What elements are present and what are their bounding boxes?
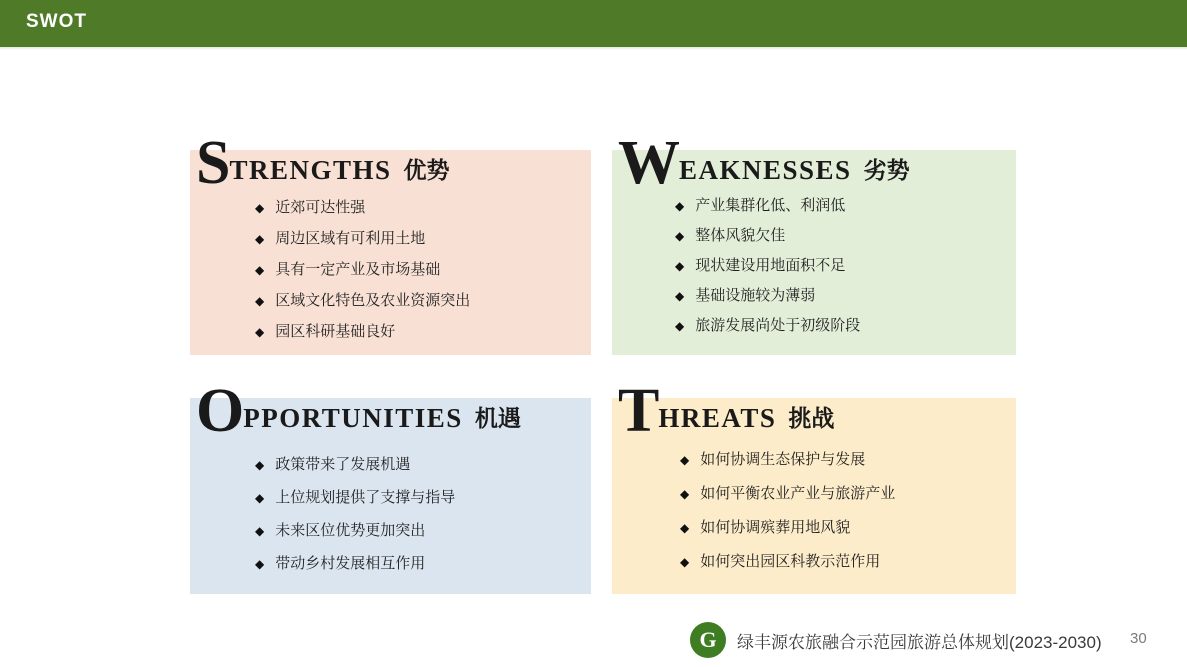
list-opportunities xyxy=(255,455,455,587)
heading-opportunities-cn: 机遇 xyxy=(474,405,521,431)
list-item-label: 现状建设用地面积不足 xyxy=(695,257,846,274)
list-item-label: 整体风貌欠佳 xyxy=(695,227,786,244)
diamond-bullet-icon: ◆ xyxy=(675,199,685,213)
heading-threats-rest: HREATS xyxy=(658,403,777,433)
heading-opportunities xyxy=(196,377,521,445)
diamond-bullet-icon: ◆ xyxy=(675,319,685,333)
header-shadow xyxy=(0,47,1187,50)
heading-strengths-initial: S xyxy=(196,129,230,197)
footer-title: 绿丰源农旅融合示范园旅游总体规划(2023-2030) xyxy=(737,632,1102,652)
header-bar xyxy=(0,0,1187,47)
heading-strengths-cn: 优势 xyxy=(403,157,450,183)
heading-weaknesses xyxy=(618,129,910,197)
brand-logo-icon: G xyxy=(690,622,726,658)
heading-opportunities-initial: O xyxy=(196,377,244,445)
diamond-bullet-icon: ◆ xyxy=(680,487,690,501)
list-item-label: 产业集群化低、利润低 xyxy=(695,197,846,214)
list-item-label: 如何平衡农业产业与旅游产业 xyxy=(700,485,896,502)
list-item-label: 园区科研基础良好 xyxy=(275,323,396,340)
list-item xyxy=(680,518,895,538)
list-item-label: 未来区位优势更加突出 xyxy=(275,522,426,539)
heading-threats-initial: T xyxy=(618,377,659,445)
heading-threats-cn: 挑战 xyxy=(788,405,835,431)
list-item-label: 基础设施较为薄弱 xyxy=(695,287,816,304)
list-item-label: 上位规划提供了支撑与指导 xyxy=(275,489,456,506)
page-edge-left xyxy=(0,50,12,667)
list-item xyxy=(255,322,470,342)
page-title: SWOT xyxy=(26,11,87,32)
list-item-label: 周边区域有可利用土地 xyxy=(275,230,426,247)
list-item-label: 如何协调殡葬用地风貌 xyxy=(700,519,851,536)
list-item xyxy=(255,455,455,475)
list-item xyxy=(680,450,895,470)
list-item xyxy=(675,196,860,216)
diamond-bullet-icon: ◆ xyxy=(255,232,265,246)
list-threats xyxy=(680,450,895,586)
list-item xyxy=(680,552,895,572)
list-item xyxy=(255,488,455,508)
list-item xyxy=(255,229,470,249)
list-item xyxy=(255,198,470,218)
list-item xyxy=(675,286,860,306)
list-item-label: 具有一定产业及市场基础 xyxy=(275,261,441,278)
list-item-label: 区域文化特色及农业资源突出 xyxy=(275,292,471,309)
list-item xyxy=(255,260,470,280)
page-number: 30 xyxy=(1130,630,1147,647)
list-item xyxy=(675,226,860,246)
diamond-bullet-icon: ◆ xyxy=(255,458,265,472)
diamond-bullet-icon: ◆ xyxy=(255,491,265,505)
list-item xyxy=(675,256,860,276)
diamond-bullet-icon: ◆ xyxy=(255,201,265,215)
diamond-bullet-icon: ◆ xyxy=(675,229,685,243)
diamond-bullet-icon: ◆ xyxy=(255,524,265,538)
heading-opportunities-rest: PPORTUNITIES xyxy=(243,403,463,433)
diamond-bullet-icon: ◆ xyxy=(680,453,690,467)
diamond-bullet-icon: ◆ xyxy=(680,555,690,569)
heading-weaknesses-rest: EAKNESSES xyxy=(679,155,852,185)
footer xyxy=(690,622,1102,658)
diamond-bullet-icon: ◆ xyxy=(255,557,265,571)
heading-strengths-rest: TRENGTHS xyxy=(229,155,392,185)
heading-strengths xyxy=(196,129,450,197)
list-item xyxy=(675,316,860,336)
heading-weaknesses-initial: W xyxy=(618,129,679,197)
diamond-bullet-icon: ◆ xyxy=(255,325,265,339)
list-item-label: 近郊可达性强 xyxy=(275,199,366,216)
diamond-bullet-icon: ◆ xyxy=(675,289,685,303)
list-item-label: 旅游发展尚处于初级阶段 xyxy=(695,317,861,334)
list-item xyxy=(255,554,455,574)
list-weaknesses xyxy=(675,196,860,346)
heading-weaknesses-cn: 劣势 xyxy=(863,157,910,183)
list-item-label: 带动乡村发展相互作用 xyxy=(275,555,426,572)
diamond-bullet-icon: ◆ xyxy=(255,263,265,277)
list-item-label: 如何协调生态保护与发展 xyxy=(700,451,866,468)
list-item-label: 如何突出园区科教示范作用 xyxy=(700,553,881,570)
diamond-bullet-icon: ◆ xyxy=(680,521,690,535)
heading-threats xyxy=(618,377,835,445)
list-strengths xyxy=(255,198,470,353)
list-item xyxy=(255,291,470,311)
list-item-label: 政策带来了发展机遇 xyxy=(275,456,411,473)
diamond-bullet-icon: ◆ xyxy=(255,294,265,308)
list-item xyxy=(680,484,895,504)
diamond-bullet-icon: ◆ xyxy=(675,259,685,273)
page-edge-right xyxy=(1175,50,1187,667)
list-item xyxy=(255,521,455,541)
